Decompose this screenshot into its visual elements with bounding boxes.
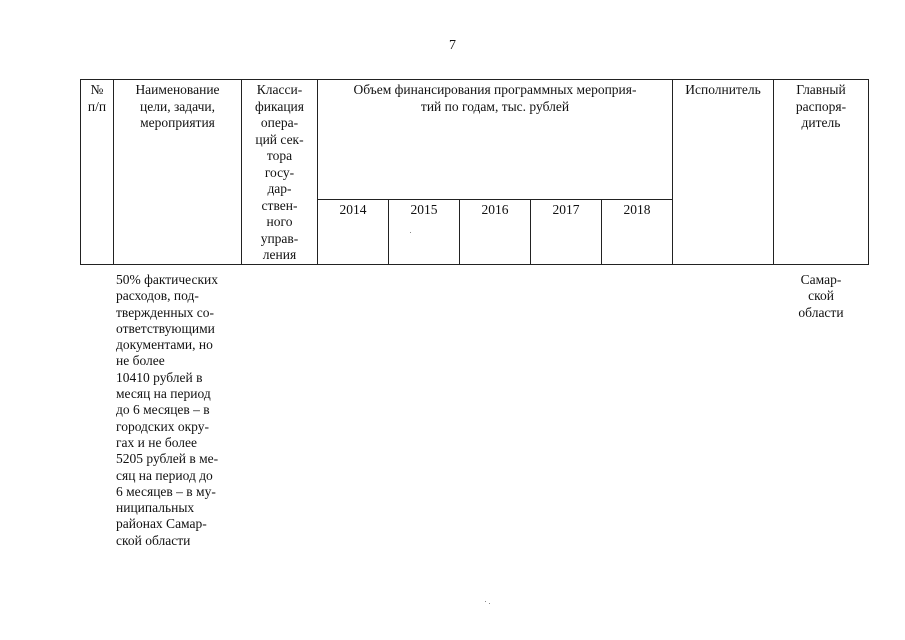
table-header-row bbox=[81, 80, 869, 200]
header-name: Наименование цели, задачи, мероприятия bbox=[114, 80, 242, 265]
header-classification: Класси- фикация опера- ций сек- тора госу- дар- ствен- ного управ- ления bbox=[242, 80, 318, 265]
scan-speck bbox=[410, 232, 411, 233]
header-funding: Объем финансирования программных мероприя- тий по годам, тыс. рублей bbox=[318, 80, 673, 200]
header-year-2017: 2017 bbox=[531, 199, 602, 264]
page-number: 7 bbox=[449, 38, 456, 53]
scan-speck bbox=[485, 601, 486, 602]
funding-table bbox=[80, 79, 869, 265]
header-num: № п/п bbox=[81, 80, 114, 265]
header-year-2016: 2016 bbox=[460, 199, 531, 264]
scan-speck bbox=[489, 603, 490, 604]
header-year-2015: 2015 bbox=[389, 199, 460, 264]
continuation-main-manager-text: Самар- ской области bbox=[798, 272, 844, 320]
header-executor: Исполнитель bbox=[673, 80, 774, 265]
header-year-2014: 2014 bbox=[318, 199, 389, 264]
header-year-2018: 2018 bbox=[602, 199, 673, 264]
header-main-manager: Главный распоря- дитель bbox=[774, 80, 869, 265]
continuation-name-text: 50% фактических расходов, под- твержденных со- ответствующими документами, но не более 10410 рублей в месяц на период до 6 месяцев – в городских окру- гах и не более 5205 рублей в ме- сяц на период до 6 месяцев – в му- ниципальных районах Самар- ской области bbox=[116, 272, 219, 548]
